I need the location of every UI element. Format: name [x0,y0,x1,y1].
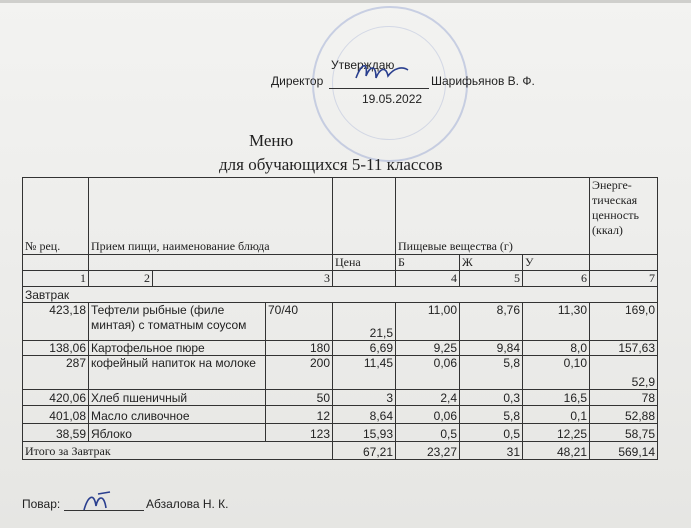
table-row: 38,59 Яблоко 123 15,93 0,5 0,5 12,25 58,75 [23,424,658,442]
header-protein: Б [396,255,460,271]
header-energy: Энерге-тическая ценность (ккал) [590,178,658,255]
total-label: Итого за Завтрак [23,442,333,460]
table-row: 287 кофейный напиток на молоке 200 11,45 0,06 5,8 0,10 52,9 [23,356,658,390]
col-number: 5 [460,271,523,287]
col-number: 2 [89,271,153,287]
page-title: Меню [249,131,294,150]
menu-table [22,177,658,460]
header-blank [333,178,396,255]
table-row: 401,08 Масло сливочное 12 8,64 0,06 5,8 0,1 52,88 [23,406,658,424]
table-row: 423,18 Тефтели рыбные (филе минтая) с томатным соусом 70/40 21,5 11,00 8,76 11,30 169,0 [23,303,658,341]
cook-signature [80,488,120,514]
total-row: Итого за Завтрак 67,21 23,27 31 48,21 569,14 [23,442,658,460]
director-signature-line [329,88,429,89]
header-nutrients: Пищевые вещества (г) [396,178,590,255]
section-breakfast: Завтрак [23,287,658,303]
col-number: 4 [396,271,460,287]
header-fat: Ж [460,255,523,271]
table-row: 420,06 Хлеб пшеничный 50 3 2,4 0,3 16,5 78 [23,390,658,406]
header-price: Цена [333,255,396,271]
page-subtitle: для обучающихся 5-11 классов [219,155,443,174]
col-number: 7 [590,271,658,287]
header-carbs: У [523,255,590,271]
page-top-edge [0,0,691,3]
director-label: Директор [271,74,324,88]
header-recipe-number: № рец. [23,178,89,255]
header-meal-name: Прием пищи, наименование блюда [89,178,333,255]
cook-name: Абзалова Н. К. [146,497,229,511]
approval-date: 19.05.2022 [362,92,423,106]
table-row: 138,06 Картофельное пюре 180 6,69 9,25 9,84 8,0 157,63 [23,341,658,356]
cook-label: Повар: [22,497,61,511]
col-number: 1 [23,271,89,287]
approval-heading: Утверждаю [331,58,395,72]
col-number: 3 [153,271,333,287]
director-name: Шарифьянов В. Ф. [431,74,535,88]
director-signature [352,56,412,86]
col-number: 6 [523,271,590,287]
